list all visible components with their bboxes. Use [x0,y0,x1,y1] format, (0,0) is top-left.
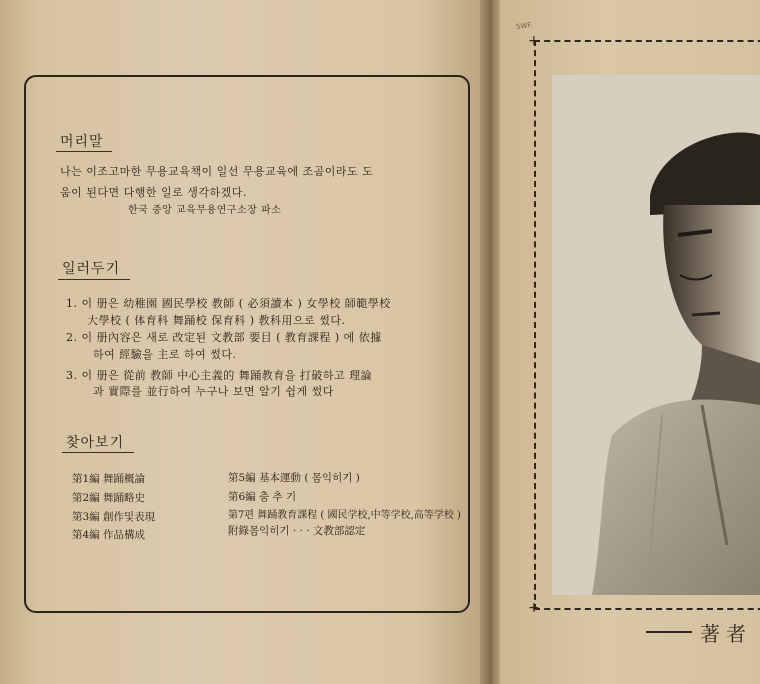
contents-title: 찾아보기 [66,435,125,451]
toc-item-appendix: 附錄몸익히기 · · · 文教部認定 [228,525,366,537]
contents-title-underline [62,452,134,453]
page-stamp: 5WF. [515,20,533,32]
notes-line-6: 과 實際를 並行하여 누구나 보면 알기 쉽게 썼다 [93,385,334,398]
author-portrait-illustration [552,75,760,595]
toc-item-1: 第1編 舞踊概論 [72,473,146,485]
notes-line-3: 2. 이 册內容은 새로 改定된 文教部 要目 ( 教育課程 ) 에 依據 [66,331,382,344]
toc-item-7: 第7편 舞踊教育課程 ( 國民学校,中等学校,高等学校 ) [228,510,461,521]
author-portrait-photo [552,75,760,595]
preface-title-underline [56,151,112,152]
frame-corner-mark-bottom: + [528,600,540,616]
toc-item-2: 第2編 舞踊略史 [72,492,146,504]
preface-line-2: 움이 된다면 다행한 일로 생각하겠다. [60,186,247,199]
notes-title: 일러두기 [62,261,121,277]
author-caption: 著者 [700,622,752,646]
preface-line-1: 나는 이조고마한 무용교육책이 일선 무용교육에 조곰이라도 도 [60,165,374,178]
toc-item-6: 第6編 춤 추 기 [228,491,297,503]
frame-corner-mark-top: + [528,33,540,49]
toc-item-5: 第5編 基本運動 ( 몸익히기 ) [228,472,360,484]
caption-dash [646,631,692,633]
preface-signature: 한국 중앙 교육무용연구소장 파소 [128,205,282,216]
notes-line-5: 3. 이 册은 從前 教師 中心主義的 舞踊教育을 打破하고 理論 [66,369,373,382]
toc-item-4: 第4編 作品構成 [72,529,146,541]
notes-title-underline [58,279,130,280]
notes-line-4: 하여 經驗을 主로 하여 썼다. [93,348,237,361]
toc-item-3: 第3編 創作및表現 [72,511,156,523]
preface-title: 머리말 [60,134,104,150]
notes-line-1: 1. 이 册은 幼稚園 國民學校 教師 ( 必須讀本 ) 女學校 師範學校 [66,297,391,310]
notes-line-2: 大學校 ( 体育科 舞踊校 保育科 ) 教科用으로 썼다. [87,314,346,327]
